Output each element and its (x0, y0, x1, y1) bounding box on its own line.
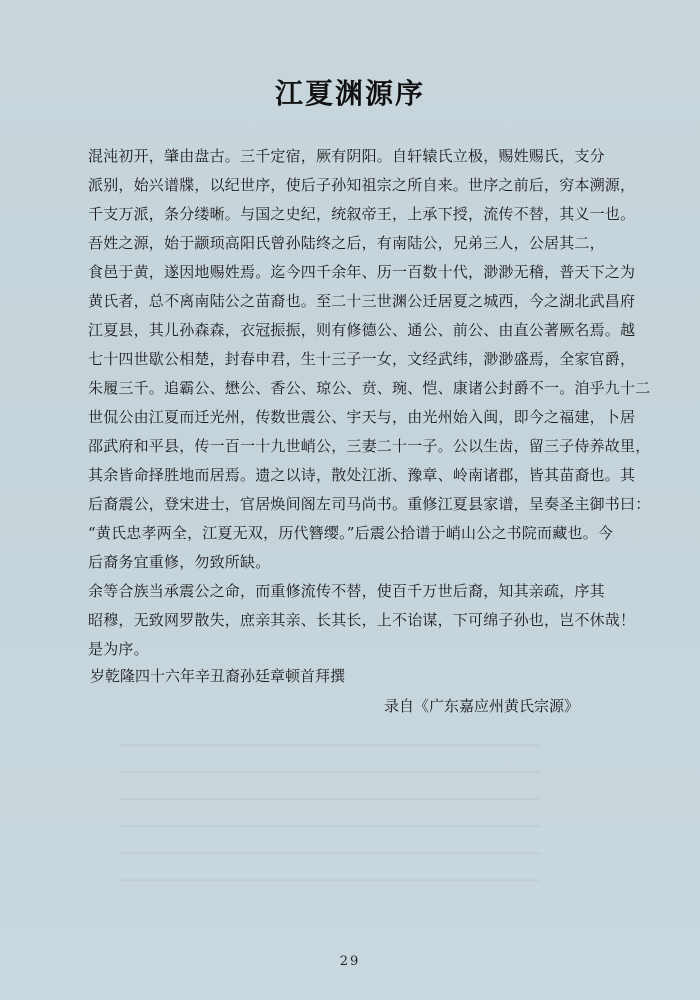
preface-body (88, 142, 651, 664)
text-line: 吾姓之源，始于颛顼高阳氏曾孙陆终之后，有南陆公，兄弟三人，公居其二， (88, 234, 605, 252)
text-line: 邵武府和平县，传一百一十九世峭公，三妻二十一子。公以生齿，留三子侍养故里， (88, 437, 651, 455)
text-line: 是为序。 (88, 640, 149, 658)
text-line: 混沌初开，肇由盘古。三千定宿，厥有阴阳。自轩辕氏立极，赐姓赐氏，支分 (88, 147, 605, 165)
text-line: 食邑于黄，遂因地赐姓焉。迄今四千余年、历一百数十代，渺渺无稽，普天下之为 (88, 263, 636, 281)
text-line: 江夏县，其儿孙森森，衣冠振振，则有修德公、通公、前公、由直公著厥名焉。越 (88, 321, 636, 339)
page-title: 江夏渊源序 (274, 77, 425, 110)
text-line: 派别，始兴谱牒，以纪世序，使后子孙知祖宗之所自来。世序之前后，穷本溯源， (88, 176, 636, 194)
paragraph-1 (88, 142, 638, 229)
paragraph-3 (88, 577, 638, 664)
text-line: 后裔震公，登宋进士，官居焕间阁左司马尚书。重修江夏县家谱，呈奏圣主御书曰： (88, 495, 651, 513)
text-line: 昭穆，无致网罗散失，庶亲其亲、长其长，上不诒谋，下可绵子孙也，岂不休哉！ (88, 611, 636, 629)
text-line: 其余皆命择胜地而居焉。遗之以诗，散处江浙、豫章、岭南诸郡，皆其苗裔也。其 (88, 466, 636, 484)
text-line: 后裔务宜重修，勿致所缺。 (88, 553, 271, 571)
text-line: 余等合族当承震公之命，而重修流传不替，使百千万世后裔，知其亲疏，序其 (88, 582, 605, 600)
text-line: 世侃公由江夏而迁光州，传数世震公、宇天与，由光州始入闽，即今之福建，卜居 (88, 408, 636, 426)
paragraph-2 (88, 229, 651, 577)
back-page-bleed-through (120, 720, 540, 890)
text-line: “黄氏忠孝两全，江夏无双，历代簪缨。”后震公拾谱于峭山公之书院而藏也。今 (88, 524, 614, 542)
author-signature: 岁乾隆四十六年辛丑裔孙廷章顿首拜撰 (90, 667, 346, 685)
source-citation: 录自《广东嘉应州黄氏宗源》 (384, 697, 580, 715)
page-number: 29 (339, 954, 361, 969)
text-line: 朱履三千。追霸公、懋公、香公、琼公、贲、琬、恺、康诸公封爵不一。洎乎九十二 (88, 379, 651, 397)
text-line: 黄氏者，总不离南陆公之苗裔也。至二十三世渊公迁居夏之城西，今之湖北武昌府 (88, 292, 636, 310)
text-line: 千支万派，条分缕晰。与国之史纪，统叙帝王，上承下授，流传不替，其义一也。 (88, 205, 636, 223)
text-line: 七十四世歇公相楚，封春申君，生十三子一女，文经武纬，渺渺盛焉，全家官爵， (88, 350, 636, 368)
